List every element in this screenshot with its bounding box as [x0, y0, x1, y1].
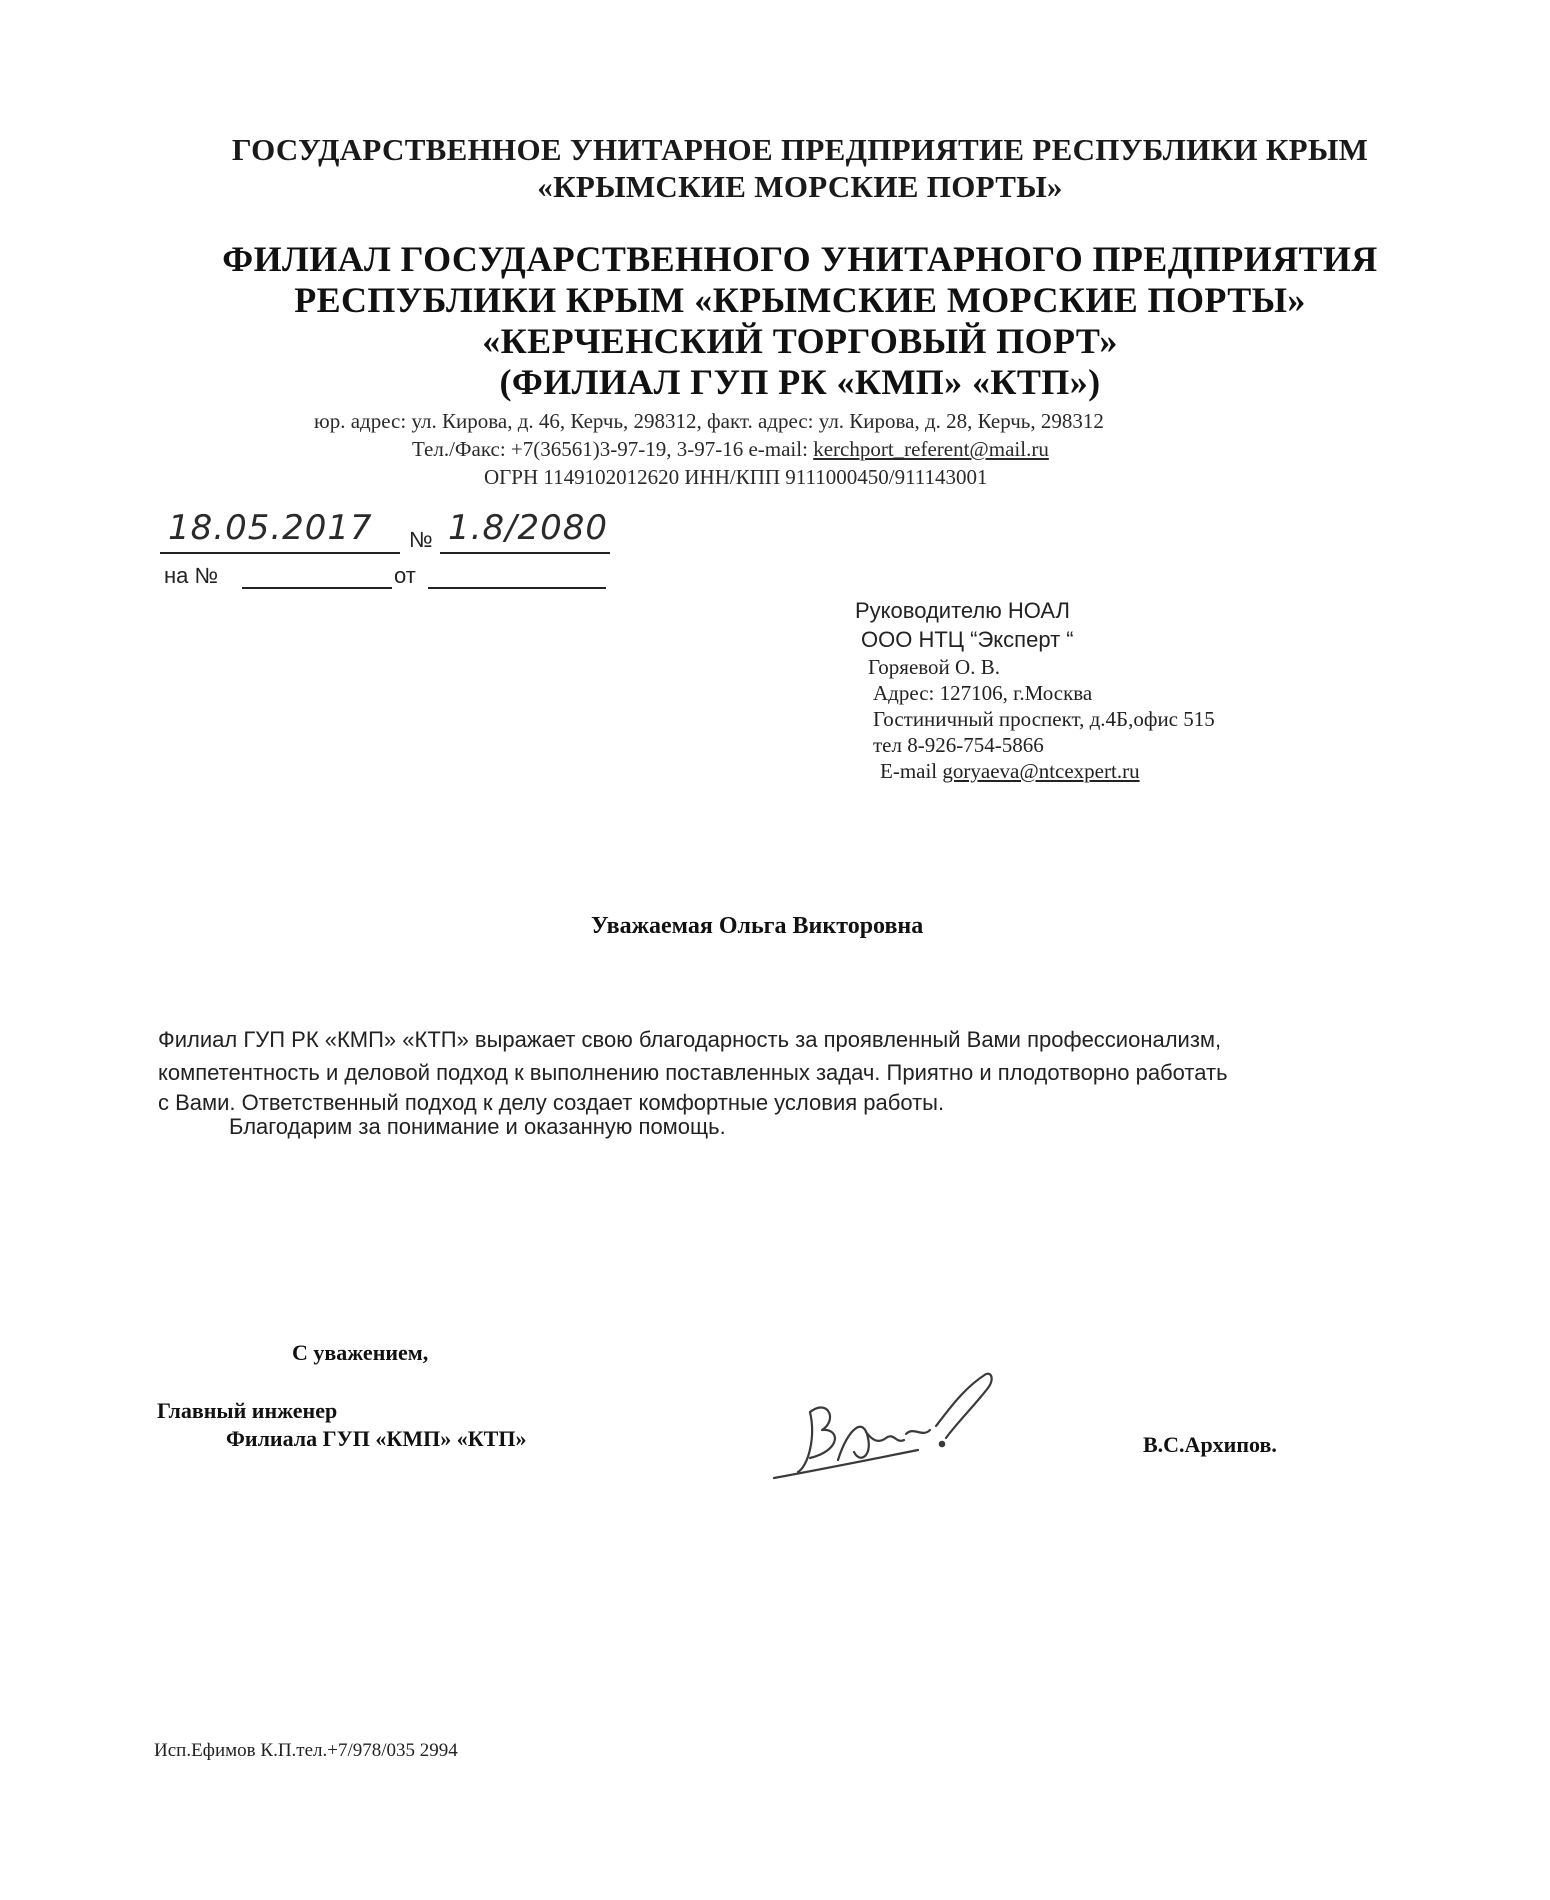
- closing-phrase: С уважением,: [292, 1340, 429, 1365]
- ref-from-label: от: [394, 563, 416, 588]
- body-paragraph-line-3: с Вами. Ответственный подход к делу создает комфортные условия работы.: [158, 1090, 945, 1115]
- branch-name-line-2: РЕСПУБЛИКИ КРЫМ «КРЫМСКИЕ МОРСКИЕ ПОРТЫ»: [294, 280, 1306, 320]
- signature-drawing: [768, 1368, 1016, 1488]
- recipient-address-city: Адрес: 127106, г.Москва: [873, 681, 1093, 705]
- recipient-position: Руководителю НОАЛ: [855, 598, 1070, 623]
- ogrn-inn-line: ОГРН 1149102012620 ИНН/КПП 9111000450/911143001: [484, 465, 988, 489]
- branch-name-line-3: «КЕРЧЕНСКИЙ ТОРГОВЫЙ ПОРТ»: [482, 321, 1118, 361]
- number-underline: [440, 552, 610, 554]
- body-paragraph-line-1: Филиал ГУП РК «КМП» «КТП» выражает свою благодарность за проявленный Вами профессионализм,: [158, 1027, 1222, 1052]
- recipient-company: ООО НТЦ “Эксперт “: [861, 627, 1074, 652]
- branch-name-line-1: ФИЛИАЛ ГОСУДАРСТВЕННОГО УНИТАРНОГО ПРЕДПРИЯТИЯ: [222, 239, 1378, 279]
- outgoing-number-handwritten: 1.8/2080: [448, 508, 609, 548]
- executor-contact: Исп.Ефимов К.П.тел.+7/978/035 2994: [154, 1740, 458, 1761]
- outgoing-date-handwritten: 18.05.2017: [168, 508, 373, 548]
- ref-number-blank: [242, 587, 392, 589]
- body-paragraph-2: Благодарим за понимание и оказанную помощь.: [229, 1114, 726, 1139]
- legal-address-line: юр. адрес: ул. Кирова, д. 46, Керчь, 298312, факт. адрес: ул. Кирова, д. 28, Керчь, 298312: [314, 409, 1104, 433]
- recipient-address-street: Гостиничный проспект, д.4Б,офис 515: [873, 707, 1215, 731]
- phone-email-line: [412, 437, 1049, 462]
- recipient-email-link[interactable]: goryaeva@ntcexpert.ru: [942, 759, 1140, 783]
- org-name-line-2: «КРЫМСКИЕ МОРСКИЕ ПОРТЫ»: [537, 169, 1063, 204]
- handwritten-signature: [768, 1368, 1016, 1488]
- recipient-phone: тел 8-926-754-5866: [873, 733, 1044, 757]
- branch-name-line-4: (ФИЛИАЛ ГУП РК «КМП» «КТП»): [499, 362, 1101, 402]
- org-name-line-1: ГОСУДАРСТВЕННОЕ УНИТАРНОЕ ПРЕДПРИЯТИЕ РЕСПУБЛИКИ КРЫМ: [231, 132, 1369, 167]
- signer-name: В.С.Архипов.: [1143, 1432, 1277, 1457]
- body-paragraph-line-2: компетентность и деловой подход к выполнению поставленных задач. Приятно и плодотворно работать: [158, 1060, 1228, 1085]
- signer-title-line-2: Филиала ГУП «КМП» «КТП»: [226, 1426, 527, 1451]
- number-label: №: [409, 527, 433, 552]
- ref-date-blank: [428, 587, 606, 589]
- recipient-email-line: [880, 759, 1140, 784]
- recipient-name: Горяевой О. В.: [868, 655, 1000, 679]
- recipient-email-label: E-mail: [880, 759, 943, 783]
- ref-number-label: на №: [164, 563, 219, 588]
- salutation: Уважаемая Ольга Викторовна: [591, 913, 924, 939]
- date-underline: [160, 552, 400, 554]
- phone-fax-text: Тел./Факс: +7(36561)3-97-19, 3-97-16 e-mail:: [412, 437, 814, 461]
- signer-title-line-1: Главный инженер: [157, 1398, 338, 1423]
- org-email-link[interactable]: kerchport_referent@mail.ru: [813, 437, 1049, 461]
